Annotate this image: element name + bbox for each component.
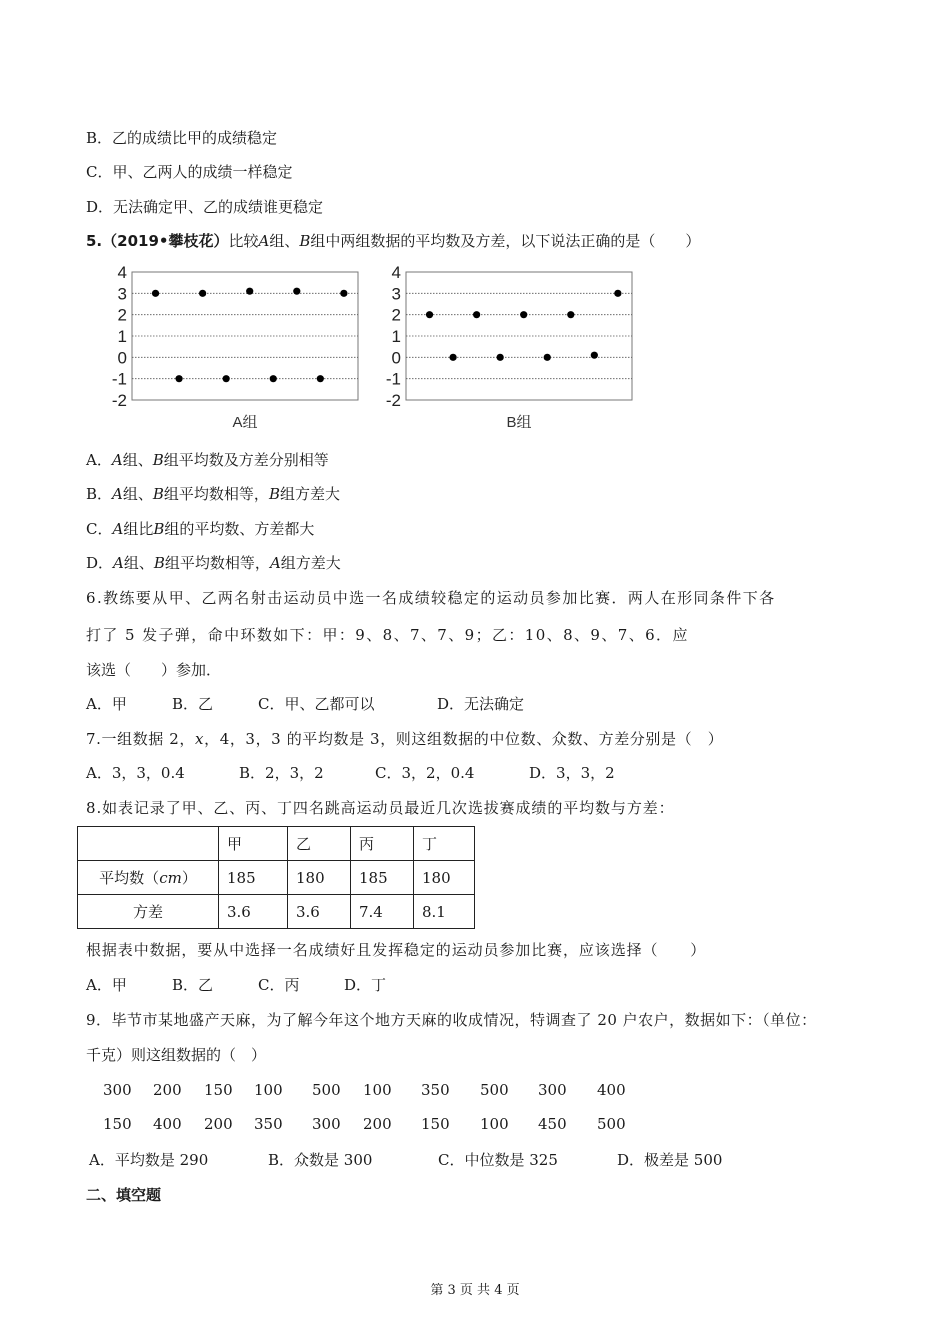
- q5-opt-a-p2: 组、: [122, 451, 153, 469]
- y-tick-label: 2: [117, 305, 127, 325]
- data-point: [340, 290, 347, 297]
- table-cell: 185: [351, 861, 414, 895]
- data-point: [473, 311, 480, 318]
- q7-option-a: A．3，3，0.4: [86, 764, 185, 782]
- y-tick-label: 0: [117, 348, 127, 368]
- q5-stem: [86, 231, 700, 251]
- y-tick-label: 2: [391, 305, 401, 325]
- data-cell: 350: [254, 1115, 283, 1133]
- q5-opt-d-v2: B: [153, 554, 165, 572]
- data-point: [614, 290, 621, 297]
- q6-option-c: C．甲、乙都可以: [258, 695, 375, 713]
- q9-option-a: A．平均数是 290: [89, 1151, 209, 1169]
- q5-var-a: A: [258, 232, 270, 250]
- table-cell: 180: [414, 861, 475, 895]
- q8-after: 根据表中数据，要从中选择一名成绩好且发挥稳定的运动员参加比赛，应该选择（ ）: [86, 941, 707, 959]
- y-tick-label: 3: [391, 284, 401, 304]
- chart-b-svg: [370, 262, 640, 432]
- q5-number: 5.: [86, 232, 103, 250]
- q8-option-c: C．丙: [258, 976, 300, 994]
- data-point: [591, 352, 598, 359]
- data-cell: 150: [103, 1115, 132, 1133]
- data-point: [544, 354, 551, 361]
- q5-opt-c-v1: A: [112, 520, 124, 538]
- y-tick-label: 4: [391, 263, 401, 282]
- table-cell: [78, 827, 219, 861]
- row-label-unit: cm: [159, 869, 182, 887]
- q5-var-b: B: [299, 232, 311, 250]
- q6-option-d: D．无法确定: [437, 695, 525, 713]
- q9-line-2: 千克）则这组数据的（ ）: [86, 1046, 267, 1064]
- q5-opt-c-p1: C．: [86, 520, 113, 538]
- data-cell: 450: [538, 1115, 567, 1133]
- data-point: [246, 288, 253, 295]
- table-cell: [78, 861, 219, 895]
- table-cell: 3.6: [219, 895, 288, 929]
- q4-option-b: B．乙的成绩比甲的成绩稳定: [86, 129, 278, 147]
- q5-opt-b-v1: A: [112, 485, 123, 503]
- table-cell: 丁: [414, 827, 475, 861]
- q5-option-d: [86, 553, 341, 573]
- table-cell: 方差: [78, 895, 219, 929]
- y-tick-label: 1: [117, 327, 127, 346]
- table-row: [78, 895, 475, 929]
- chart-group-b: [370, 262, 640, 436]
- chart-caption: A组: [232, 414, 258, 431]
- q4-option-c: C．甲、乙两人的成绩一样稳定: [86, 163, 293, 181]
- data-cell: 400: [597, 1081, 626, 1099]
- q6-line-1: 6.教练要从甲、乙两名射击运动员中选一名成绩较稳定的运动员参加比赛．两人在形同条件下各: [86, 589, 776, 607]
- q6-line-2: 打了 5 发子弹，命中环数如下：甲：9、8、7、7、9；乙：10、8、9、7、6．应: [86, 626, 689, 644]
- data-cell: 100: [363, 1081, 392, 1099]
- q5-option-b: [86, 484, 340, 504]
- q6-option-b: B．乙: [172, 695, 214, 713]
- page-footer: 第 3 页 共 4 页: [430, 1283, 520, 1298]
- data-cell: 100: [480, 1115, 509, 1133]
- chart-group-a: [96, 262, 366, 436]
- data-point: [497, 354, 504, 361]
- q4-option-d: D．无法确定甲、乙的成绩谁更稳定: [86, 198, 324, 216]
- data-cell: 400: [153, 1115, 182, 1133]
- q5-opt-a-p1: A．: [86, 451, 112, 469]
- q5-opt-c-v2: B: [153, 520, 165, 538]
- q5-opt-d-v3: A: [269, 554, 281, 572]
- q5-stem-a: 比较: [228, 232, 259, 250]
- data-cell: 150: [421, 1115, 450, 1133]
- chart-a-svg: [96, 262, 366, 432]
- q5-opt-a-v2: B: [152, 451, 164, 469]
- q7-option-c: C．3，2，0.4: [375, 764, 475, 782]
- q5-option-a: [86, 450, 329, 470]
- q6-line-3: 该选（ ）参加．: [86, 661, 222, 679]
- q5-option-c: [86, 519, 314, 539]
- q5-opt-d-p4: 组方差大: [280, 554, 341, 572]
- q5-opt-b-p1: B．: [86, 485, 113, 503]
- q9-option-b: B．众数是 300: [268, 1151, 373, 1169]
- q5-opt-d-v1: A: [113, 554, 124, 572]
- data-cell: 300: [103, 1081, 132, 1099]
- q9-option-c: C．中位数是 325: [438, 1151, 558, 1169]
- data-point: [426, 311, 433, 318]
- table-cell: 180: [288, 861, 351, 895]
- q5-opt-c-p2: 组比: [123, 520, 154, 538]
- q6-option-a: A．甲: [86, 695, 127, 713]
- data-cell: 500: [597, 1115, 626, 1133]
- q5-opt-d-p1: D．: [86, 554, 114, 572]
- data-cell: 200: [153, 1081, 182, 1099]
- table-row: [78, 861, 475, 895]
- q7-stem-b: ，4，3，3 的平均数是 3，则这组数据的中位数、众数、方差分别是（ ）: [204, 730, 724, 748]
- table-row: [78, 827, 475, 861]
- data-point: [317, 375, 324, 382]
- q5-opt-a-p3: 组平均数及方差分别相等: [163, 451, 329, 469]
- q5-opt-d-p3: 组平均数相等，: [164, 554, 270, 572]
- table-cell: 丙: [351, 827, 414, 861]
- q5-opt-b-p4: 组方差大: [279, 485, 340, 503]
- q8-option-b: B．乙: [172, 976, 214, 994]
- data-point: [223, 375, 230, 382]
- q7-stem-a: 7.一组数据 2，: [86, 730, 196, 748]
- table-cell: 乙: [288, 827, 351, 861]
- data-cell: 500: [480, 1081, 509, 1099]
- q5-stem-c: 组中两组数据的平均数及方差，以下说法正确的是（ ）: [310, 232, 701, 250]
- q7-option-d: D．3，3，2: [529, 764, 615, 782]
- y-tick-label: -2: [385, 391, 401, 410]
- data-cell: 150: [204, 1081, 233, 1099]
- q5-source: （2019•攀枝花）: [102, 232, 229, 250]
- q7-option-b: B．2，3，2: [239, 764, 324, 782]
- q5-opt-a-v1: A: [111, 451, 123, 469]
- q9-line-1: 9．毕节市某地盛产天麻，为了解今年这个地方天麻的收成情况，特调查了 20 户农户，数据如下：（单位：: [86, 1011, 817, 1029]
- row-label-a: 平均数（: [99, 869, 160, 887]
- data-point: [567, 311, 574, 318]
- table-cell: 185: [219, 861, 288, 895]
- q5-opt-b-p3: 组平均数相等，: [163, 485, 269, 503]
- y-tick-label: -1: [111, 369, 127, 389]
- table-cell: 3.6: [288, 895, 351, 929]
- row-label-b: ）: [181, 869, 197, 887]
- data-point: [175, 375, 182, 382]
- q8-stem: 8.如表记录了甲、乙、丙、丁四名跳高运动员最近几次选拔赛成绩的平均数与方差：: [86, 799, 675, 817]
- data-point: [199, 290, 206, 297]
- data-cell: 100: [254, 1081, 283, 1099]
- y-tick-label: 0: [391, 348, 401, 368]
- data-point: [270, 375, 277, 382]
- table-cell: 甲: [219, 827, 288, 861]
- data-cell: 500: [312, 1081, 341, 1099]
- data-point: [152, 290, 159, 297]
- q7-stem: [86, 729, 723, 749]
- y-tick-label: -2: [111, 391, 127, 410]
- q5-opt-d-p2: 组、: [123, 554, 154, 572]
- chart-caption: B组: [506, 414, 532, 431]
- q8-table: [77, 826, 475, 929]
- data-cell: 200: [363, 1115, 392, 1133]
- q8-option-a: A．甲: [86, 976, 127, 994]
- table-cell: 8.1: [414, 895, 475, 929]
- y-tick-label: 3: [117, 284, 127, 304]
- q9-option-d: D．极差是 500: [617, 1151, 723, 1169]
- table-cell: 7.4: [351, 895, 414, 929]
- q7-var: x: [195, 730, 205, 748]
- y-tick-label: -1: [385, 369, 401, 389]
- data-cell: 300: [538, 1081, 567, 1099]
- y-tick-label: 4: [117, 263, 127, 282]
- data-point: [520, 311, 527, 318]
- data-point: [449, 354, 456, 361]
- data-point: [293, 288, 300, 295]
- q5-opt-b-p2: 组、: [122, 485, 153, 503]
- data-cell: 300: [312, 1115, 341, 1133]
- q5-stem-b: 组、: [269, 232, 300, 250]
- q5-opt-b-v2: B: [152, 485, 164, 503]
- data-cell: 200: [204, 1115, 233, 1133]
- y-tick-label: 1: [391, 327, 401, 346]
- q5-opt-b-v3: B: [268, 485, 280, 503]
- section-heading: 二、填空题: [86, 1186, 162, 1204]
- q5-opt-c-p3: 组的平均数、方差都大: [164, 520, 315, 538]
- data-cell: 350: [421, 1081, 450, 1099]
- q8-option-d: D．丁: [344, 976, 387, 994]
